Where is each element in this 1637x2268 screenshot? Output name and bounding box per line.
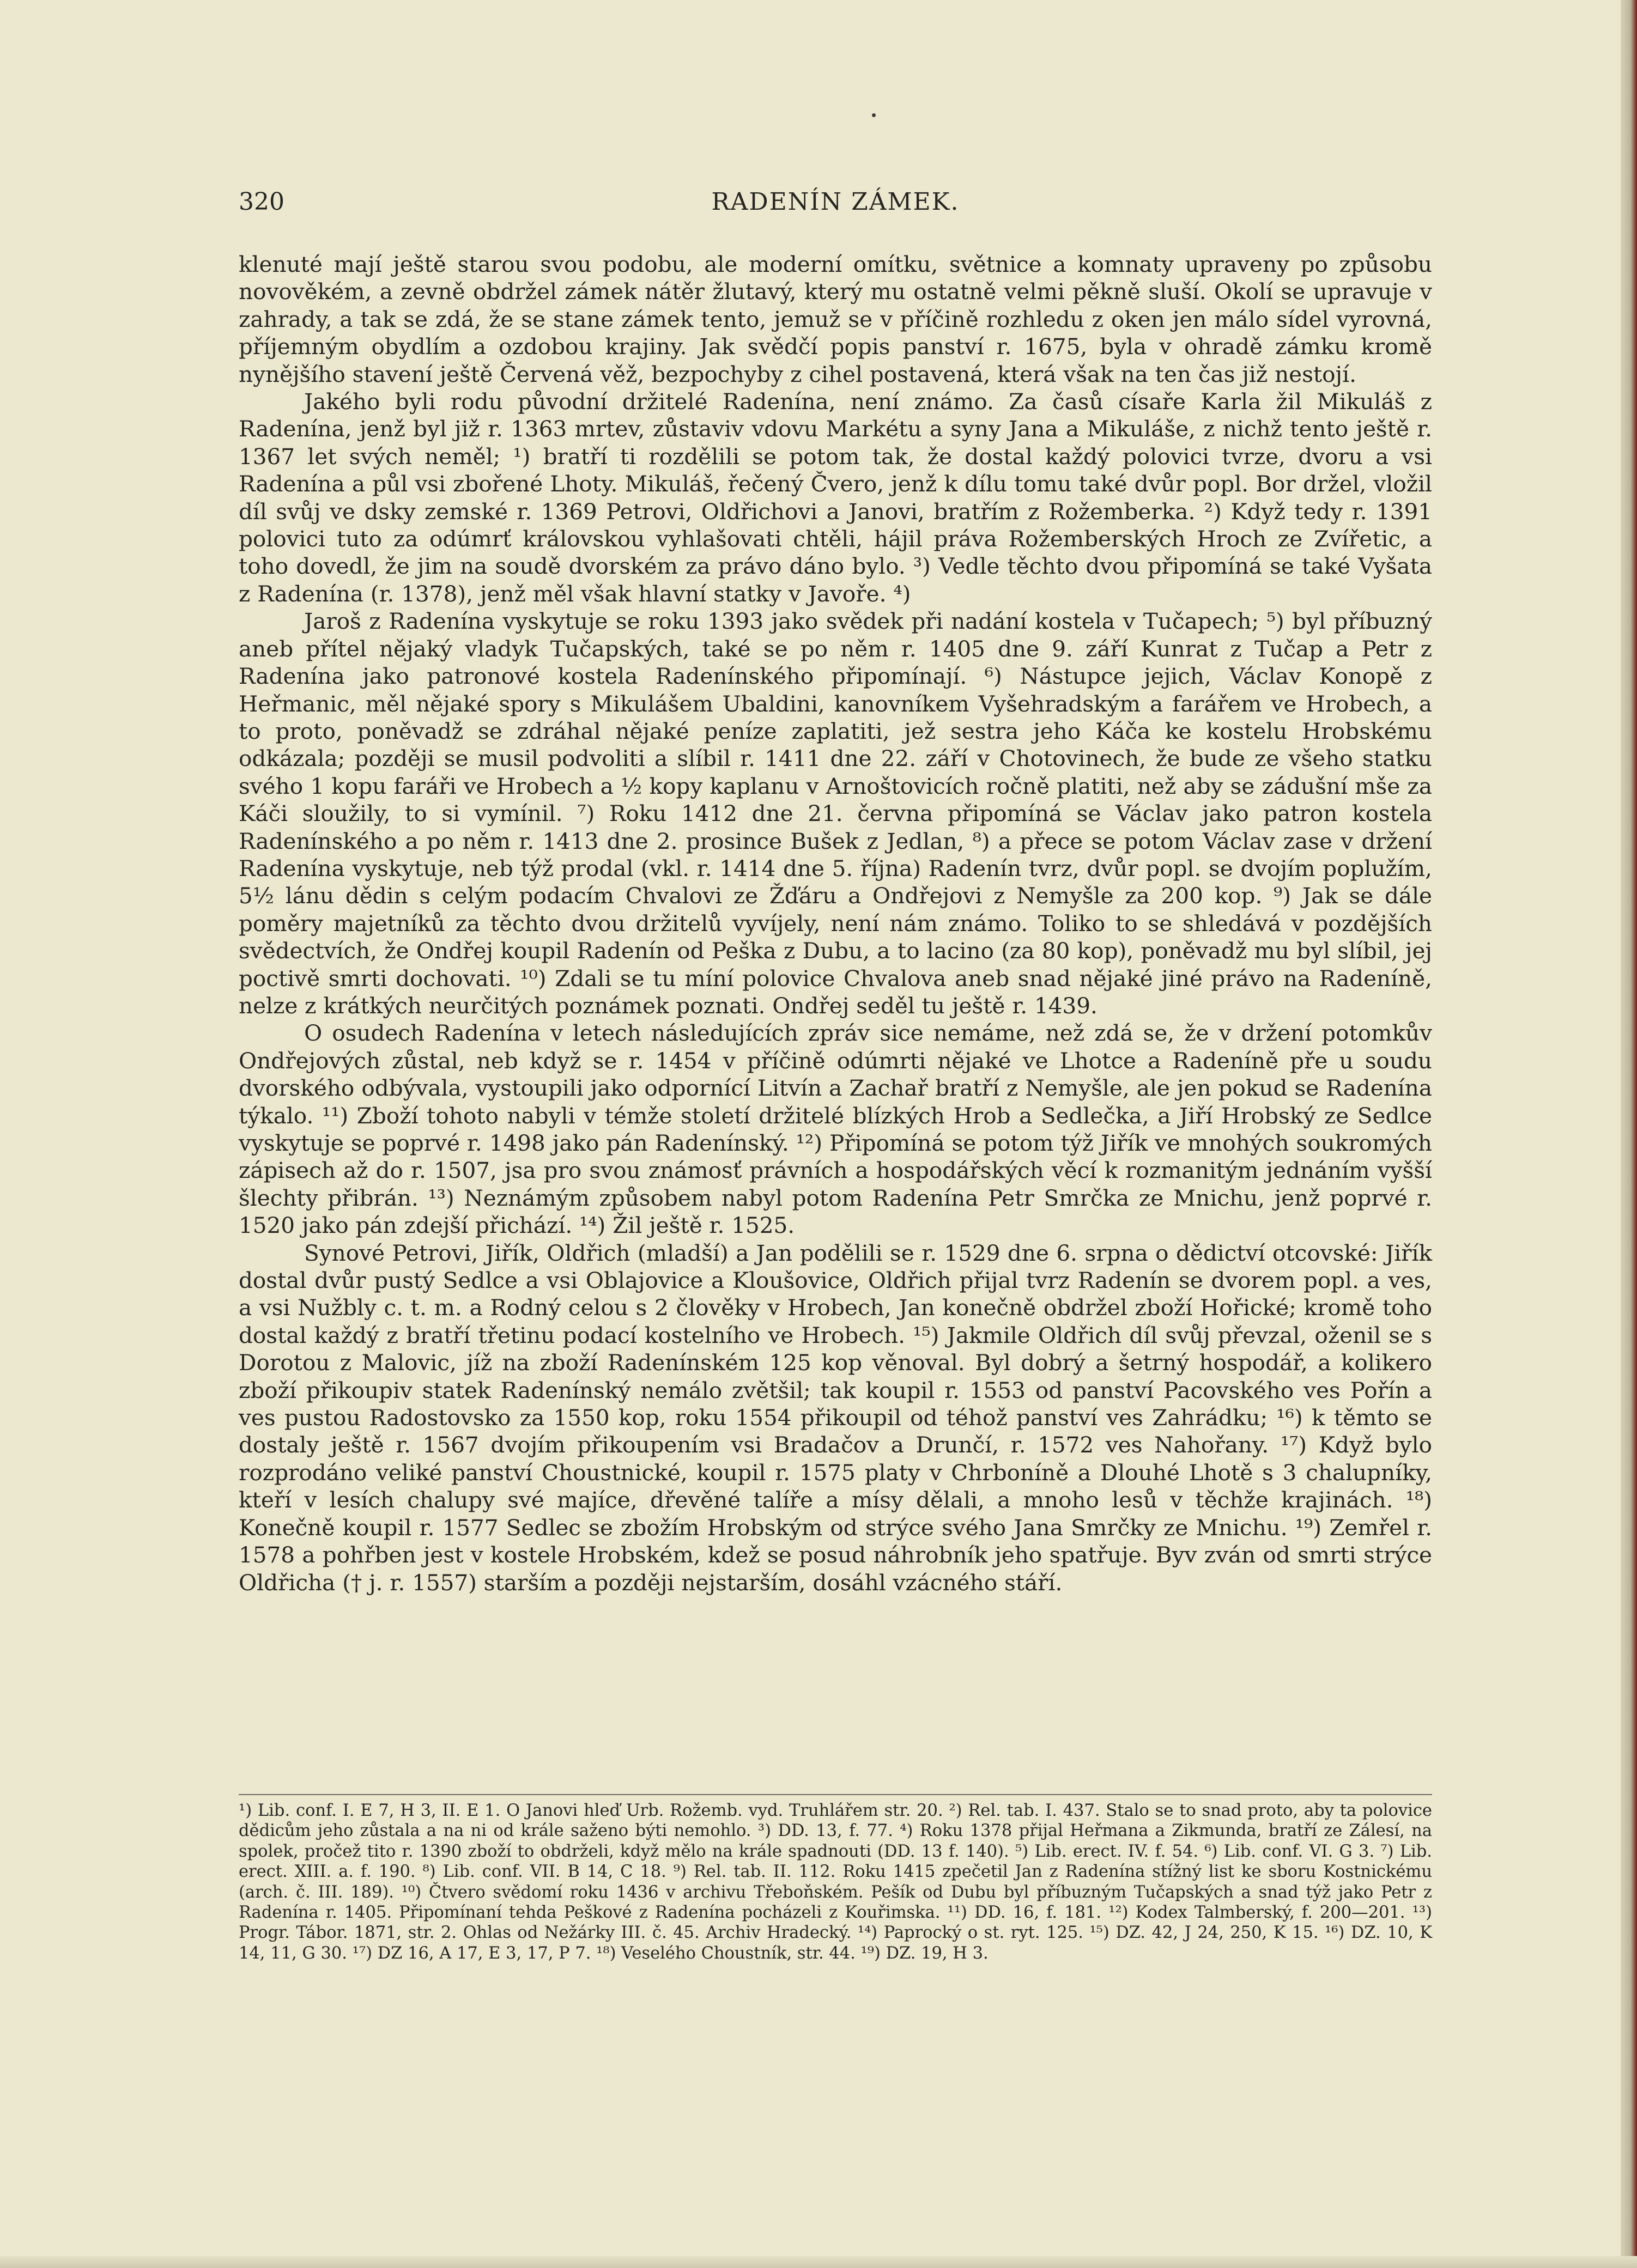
paragraph-1: klenuté mají ještě starou svou podobu, ale moderní omítku, světnice a komnaty upraveny po způsobu novověkém, a zevně obdržel zámek nátěr žlutavý, který mu ostatně velmi pěkně sluší. Okolí se upravuje v zahrady, a tak se zdá, že se stane zámek tento, jemuž se v příčině rozhledu z oken jen málo sídel vyrovná, příjemným obydlím a ozdobou krajiny. Jak svědčí popis panství r. 1675, byla v ohradě zámku kromě nynějšího stavení ještě Červená věž, bezpochyby z cihel postavená, která však na ten čas již nestojí.: [239, 251, 1432, 387]
page-edge: [1621, 0, 1637, 2268]
paragraph-3: Jaroš z Radenína vyskytuje se roku 1393 jako svědek při nadání kostela v Tučapech; ⁵) byl příbuzný aneb přítel nějaký vladyk Tučapských, také se po něm r. 1405 dne 9. září Kunrat z Tučap a Petr z Radenína jako patronové kostela Radenínského připomínají. ⁶) Nástupce jejich, Václav Konopě z Heřmanic, měl nějaké spory s Mikulášem Ubaldini, kanovníkem Vyšehradským a farářem ve Hrobech, a to proto, poněvadž se zdráhal nějaké peníze zaplatiti, jež sestra jeho Káča ke kostelu Hrobskému odkázala; později se musil podvoliti a slíbil r. 1411 dne 22. září v Chotovinech, že bude ze všeho statku svého 1 kopu faráři ve Hrobech a ½ kopy kaplanu v Arnoštovicích ročně platiti, než aby se zádušní mše za Káči sloužily, to si vymínil. ⁷) Roku 1412 dne 21. června připomíná se Václav jako patron kostela Radenínského a po něm r. 1413 dne 2. prosince Bušek z Jedlan, ⁸) a přece se potom Václav zase v držení Radenína vyskytuje, neb týž prodal (vkl. r. 1414 dne 5. října) Radenín tvrz, dvůr popl. se dvojím poplužím, 5½ lánu dědin s celým podacím Chvalovi ze Žďáru a Ondřejovi z Nemyšle za 200 kop. ⁹) Jak se dále poměry majetníků za těchto dvou držitelů vyvíjely, není nám známo. Toliko to se shledává v pozdějších svědectvích, že Ondřej koupil Radenín od Peška z Dubu, a to lacino (za 80 kop), poněvadž mu byl slíbil, jej poctivě smrti dochovati. ¹⁰) Zdali se tu míní polovice Chvalova aneb snad nějaké jiné právo na Radeníně, nelze z krátkých neurčitých poznámek poznati. Ondřej seděl tu ještě r. 1439.: [239, 608, 1432, 1019]
body-text: [239, 251, 1432, 1596]
running-header: [239, 188, 1432, 232]
page-edge-bottom: [0, 2256, 1637, 2268]
paragraph-2: Jakého byli rodu původní držitelé Radenína, není známo. Za časů císaře Karla žil Mikuláš z Radenína, jenž byl již r. 1363 mrtev, zůstaviv vdovu Markétu a syny Jana a Mikuláše, z nichž tento ještě r. 1367 let svých neměl; ¹) bratří ti rozdělili se potom tak, že dostal každý polovici tvrze, dvoru a vsi Radenína a půl vsi zbořené Lhoty. Mikuláš, řečený Čvero, jenž k dílu tomu také dvůr popl. Bor držel, vložil díl svůj ve dsky zemské r. 1369 Petrovi, Oldřichovi a Janovi, bratřím z Rožemberka. ²) Když tedy r. 1391 polovici tuto za odúmrť královskou vyhlašovati chtěli, hájil práva Rožemberských Hroch ze Zvířetic, a toho dovedl, že jim na soudě dvorském za právo dáno bylo. ³) Vedle těchto dvou připomíná se také Vyšata z Radenína (r. 1378), jenž měl však hlavní statky v Javoře. ⁴): [239, 388, 1432, 607]
footnote-text: ¹) Lib. conf. I. E 7, H 3, II. E 1. O Janovi hleď Urb. Rožemb. vyd. Truhlářem str. 20. ²) Rel. tab. I. 437. Stalo se to snad proto, aby ta polovice dědicům jeho zůstala a na ni od krále saženo býti nemohlo. ³) DD. 13, f. 77. ⁴) Roku 1378 přijal Heřmana a Zikmunda, bratří ze Zálesí, na spolek, pročež tito r. 1390 zboží to obdrželi, když mělo na krále spadnouti (DD. 13 f. 140). ⁵) Lib. erect. IV. f. 54. ⁶) Lib. conf. VI. G 3. ⁷) Lib. erect. XIII. a. f. 190. ⁸) Lib. conf. VII. B 14, C 18. ⁹) Rel. tab. II. 112. Roku 1415 zpečetil Jan z Radenína stížný list ke sboru Kostnickému (arch. č. III. 189). ¹⁰) Čtvero svědomí roku 1436 v archivu Třeboňském. Pešík od Dubu byl příbuzným Tučapských a snad týž jako Petr z Radenína r. 1405. Připomínaní tehda Peškové z Radenína pocházeli z Kouřimska. ¹¹) DD. 16, f. 181. ¹²) Kodex Talmberský, f. 200—201. ¹³) Progr. Tábor. 1871, str. 2. Ohlas od Nežárky III. č. 45. Archiv Hradecký. ¹⁴) Paprocký o st. ryt. 125. ¹⁵) DZ. 42, J 24, 250, K 15. ¹⁶) DZ. 10, K 14, 11, G 30. ¹⁷) DZ 16, A 17, E 3, 17, P 7. ¹⁸) Veselého Choustník, str. 44. ¹⁹) DZ. 19, H 3.: [239, 1801, 1432, 1963]
footnotes: [239, 1794, 1432, 1963]
running-title: RADENÍN ZÁMEK.: [711, 188, 960, 216]
paragraph-4: O osudech Radenína v letech následujících zpráv sice nemáme, než zdá se, že v držení potomkův Ondřejových zůstal, neb když se r. 1454 v příčině odúmrti nějaké ve Lhotce a Radeníně pře u soudu dvorského odbývala, vystoupili jako odpornící Litvín a Zachař bratří z Nemyšle, ale jen pokud se Radenína týkalo. ¹¹) Zboží tohoto nabyli v témže století držitelé blízkých Hrob a Sedlečka, a Jiří Hrobský ze Sedlce vyskytuje se poprvé r. 1498 jako pán Radenínský. ¹²) Připomíná se potom týž Jiřík ve mnohých soukromých zápisech až do r. 1507, jsa pro svou známosť právních a hospodářských věcí k rozmanitým jednáním vyšší šlechty přibrán. ¹³) Neznámým způsobem nabyl potom Radenína Petr Smrčka ze Mnichu, jenž poprvé r. 1520 jako pán zdejší přichází. ¹⁴) Žil ještě r. 1525.: [239, 1020, 1432, 1239]
paragraph-5: Synové Petrovi, Jiřík, Oldřich (mladší) a Jan podělili se r. 1529 dne 6. srpna o dědictví otcovské: Jiřík dostal dvůr pustý Sedlce a vsi Oblajovice a Kloušovice, Oldřich přijal tvrz Radenín se dvorem popl. a ves, a vsi Nužbly c. t. m. a Rodný celou s 2 člověky v Hrobech, Jan konečně obdržel zboží Hořické; kromě toho dostal každý z bratří třetinu podací kostelního ve Hrobech. ¹⁵) Jakmile Oldřich díl svůj převzal, oženil se s Dorotou z Malovic, jíž na zboží Radenínském 125 kop věnoval. Byl dobrý a šetrný hospodář, a kolikero zboží přikoupiv statek Radenínský nemálo zvětšil; tak koupil r. 1553 od panství Pacovského ves Pořín a ves pustou Radostovsko za 1550 kop, roku 1554 přikoupil od téhož panství ves Zahrádku; ¹⁶) k těmto se dostaly ještě r. 1567 dvojím přikoupením vsi Bradačov a Drunčí, r. 1572 ves Nahořany. ¹⁷) Když bylo rozprodáno veliké panství Choustnické, koupil r. 1575 platy v Chrboníně a Dlouhé Lhotě s 3 chalupníky, kteří v lesích chalupy své majíce, dřevěné talíře a mísy dělali, a mnoho lesů v těchže krajinách. ¹⁸) Konečně koupil r. 1577 Sedlec se zbožím Hrobským od strýce svého Jana Smrčky ze Mnichu. ¹⁹) Zemřel r. 1578 a pohřben jest v kostele Hrobském, kdež se posud náhrobník jeho spatřuje. Byv zván od smrti strýce Oldřicha († j. r. 1557) starším a později nejstarším, dosáhl vzácného stáří.: [239, 1239, 1432, 1596]
page-number: 320: [239, 188, 284, 216]
ink-speck: [872, 113, 876, 117]
